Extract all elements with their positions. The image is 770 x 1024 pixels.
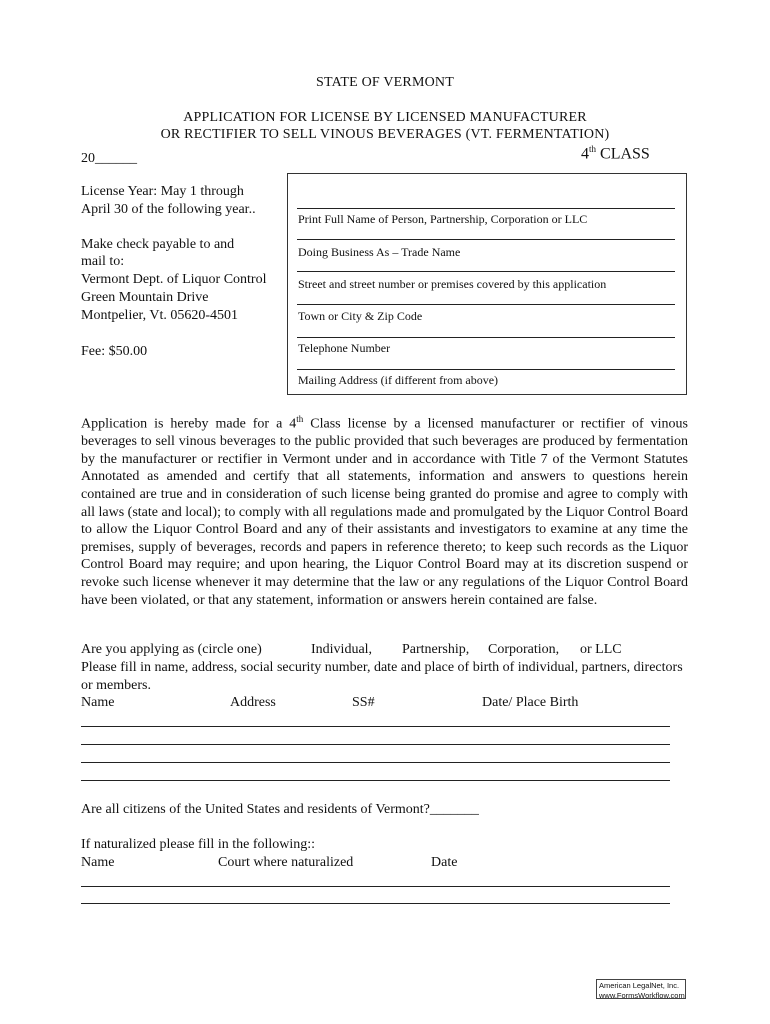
col-header-ssn: SS#	[352, 695, 375, 710]
trade-name-label: Doing Business As – Trade Name	[298, 245, 461, 259]
check-line-2: mail to:	[81, 254, 125, 269]
member-row-line[interactable]	[81, 744, 670, 745]
statement-rest: Class license by a licensed manufacturer or rectifier of vinous beverages to sell vinous beverages to the public provided that such beverages are produced by fermentation by the manufacturer or rectifier in Vermont under and in accordance with Title 7 of the Vermont Statutes Annotated as amended and certify that all statements, information and answers to questions herein contained are true and in consideration of such license being granted do promise and agree to comply with all laws (state and local); to comply with all regulations made and promulgated by the Liquor Control Board to allow the Liquor Control Board and any of their assistants and investigators to examine at any time the premises, supply of beverages, records and papers in reference thereto; to keep such records as the Liquor Control Board may require; and upon hearing, the Liquor Control Board may at its discretion suspend or revoke such license whenever it may determine that the law or any regulations of the Liquor Control Board have been violated, or that any statement, information or answers herein contained are false.	[81, 416, 688, 608]
address-line-2: Green Mountain Drive	[81, 290, 209, 305]
col-header-name: Name	[81, 695, 115, 710]
class-ordinal: th	[589, 144, 597, 154]
town-zip-line[interactable]	[297, 304, 675, 305]
statement-start: Application is hereby made for a 4	[81, 416, 297, 432]
trade-name-line[interactable]	[297, 239, 675, 240]
option-llc[interactable]: or LLC	[580, 642, 622, 657]
col-header-address: Address	[230, 695, 276, 710]
nat-header-court: Court where naturalized	[218, 855, 354, 870]
fee-label: Fee: $50.00	[81, 344, 148, 359]
street-line[interactable]	[297, 271, 675, 272]
state-heading: STATE OF VERMONT	[316, 75, 454, 90]
members-instruction: Please fill in name, address, social security number, date and place of birth of individual, partners, directors or members.	[81, 660, 683, 693]
option-corporation[interactable]: Corporation,	[488, 642, 560, 657]
check-line-1: Make check payable to and	[81, 237, 235, 252]
naturalized-row-line[interactable]	[81, 903, 670, 904]
address-line-1: Vermont Dept. of Liquor Control	[81, 272, 267, 287]
full-name-line[interactable]	[297, 208, 675, 209]
telephone-line[interactable]	[297, 337, 675, 338]
application-statement	[81, 411, 688, 609]
full-name-label: Print Full Name of Person, Partnership, Corporation or LLC	[298, 212, 588, 226]
license-year-line-1: License Year: May 1 through	[81, 184, 244, 199]
statement-ordinal: th	[296, 414, 304, 424]
nat-header-name: Name	[81, 855, 115, 870]
option-partnership[interactable]: Partnership,	[402, 642, 470, 657]
citizens-question[interactable]: Are all citizens of the United States and residents of Vermont?_______	[81, 802, 479, 817]
town-zip-label: Town or City & Zip Code	[298, 309, 423, 323]
naturalized-intro: If naturalized please fill in the following::	[81, 837, 316, 852]
class-heading	[581, 144, 650, 163]
class-word: CLASS	[600, 145, 650, 163]
form-title-line-1: APPLICATION FOR LICENSE BY LICENSED MANUFACTURER	[183, 110, 587, 125]
member-row-line[interactable]	[81, 762, 670, 763]
publisher-badge	[596, 979, 686, 999]
address-line-3: Montpelier, Vt. 05620-4501	[81, 308, 239, 323]
class-number: 4	[581, 145, 589, 163]
telephone-label: Telephone Number	[298, 341, 391, 355]
applying-as-question: Are you applying as (circle one)	[81, 642, 262, 657]
mailing-address-line[interactable]	[297, 369, 675, 370]
street-label: Street and street number or premises covered by this application	[298, 277, 607, 291]
publisher-name: American LegalNet, Inc.	[599, 981, 680, 990]
publisher-url: www.FormsWorkflow.com	[599, 990, 685, 1000]
option-individual[interactable]: Individual,	[311, 642, 373, 657]
mailing-address-label: Mailing Address (if different from above)	[298, 373, 499, 387]
license-year-line-2: April 30 of the following year..	[81, 202, 256, 217]
naturalized-row-line[interactable]	[81, 886, 670, 887]
member-row-line[interactable]	[81, 780, 670, 781]
col-header-birth: Date/ Place Birth	[482, 695, 579, 710]
nat-header-date: Date	[431, 855, 458, 870]
year-field[interactable]: 20______	[81, 151, 137, 166]
member-row-line[interactable]	[81, 726, 670, 727]
form-title-line-2: OR RECTIFIER TO SELL VINOUS BEVERAGES (VT. FERMENTATION)	[160, 127, 610, 142]
